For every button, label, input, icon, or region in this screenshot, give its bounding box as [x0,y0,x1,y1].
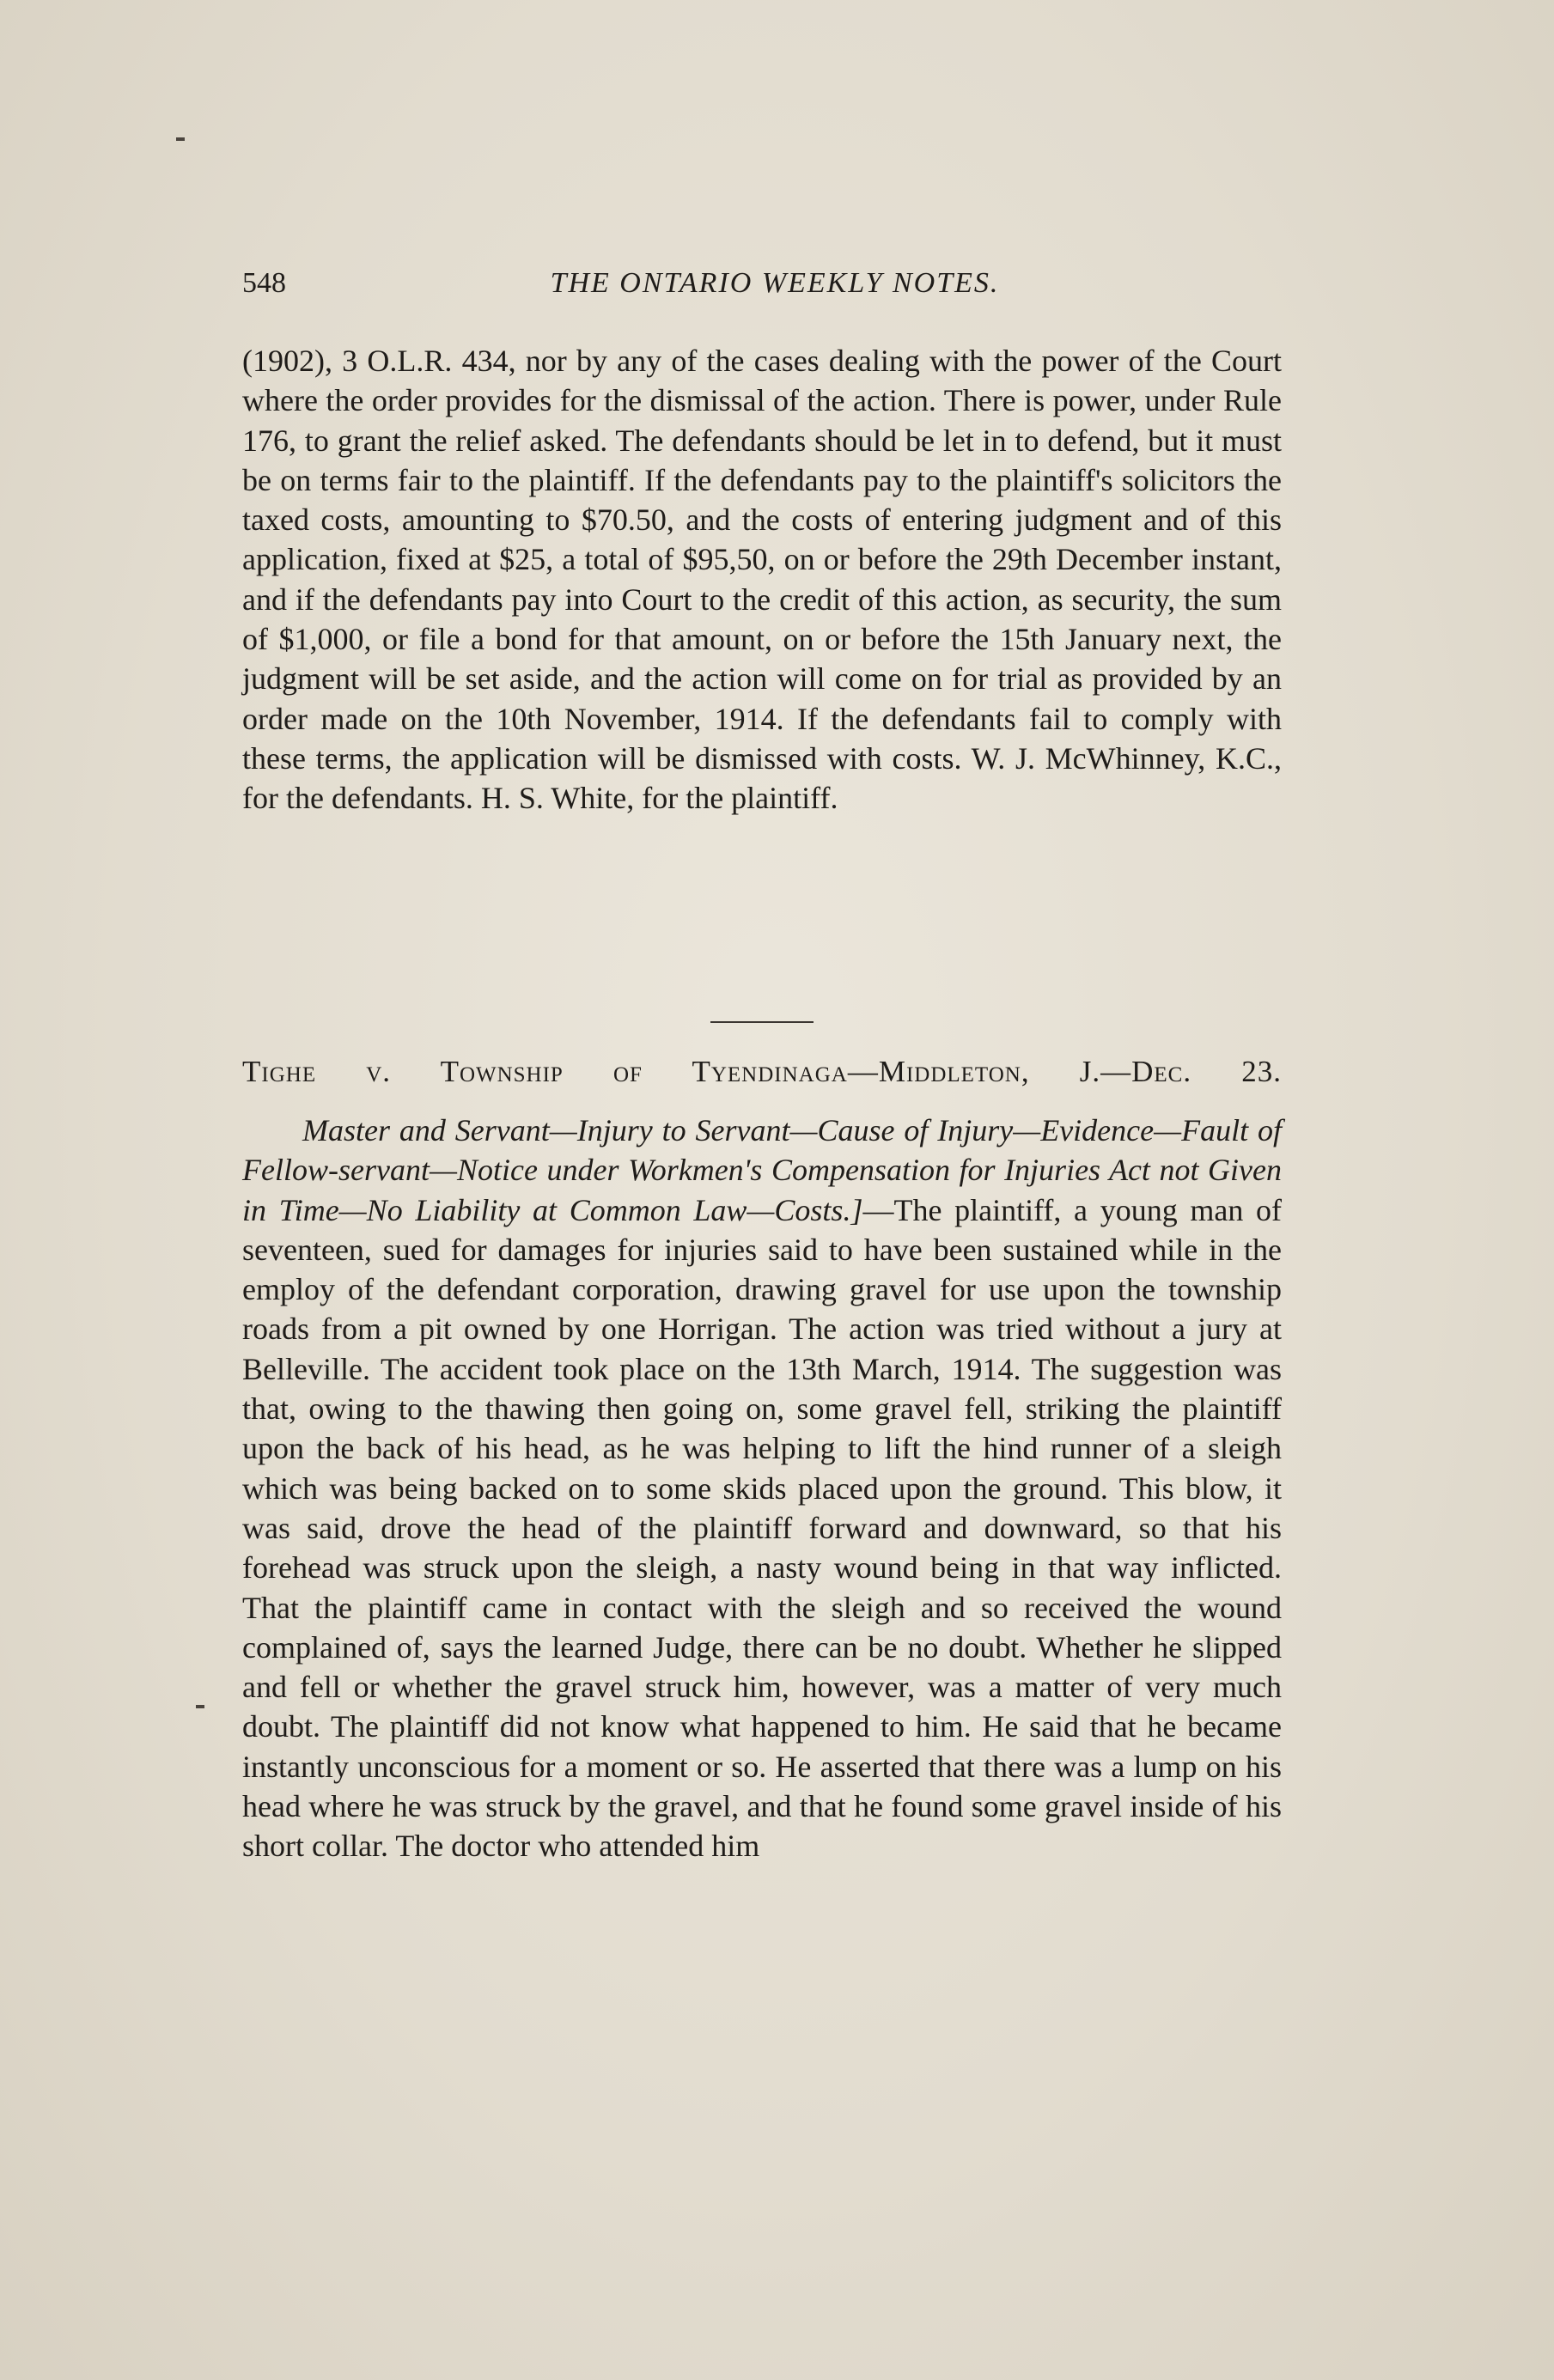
case-title: Tighe v. Township of Tyendinaga—Middleton, J.—Dec. 23. [242,1055,1282,1088]
case-paragraph [242,1111,1282,1866]
page-header [242,258,1307,309]
paragraph-continued [242,341,1282,819]
headnote: Master and Servant—Injury to Servant—Cause of Injury—Evidence—Fault of Fellow-servant—Notice under Workmen's Compensation for Injuries Act not Given in Time—No Liability at Common Law—Costs.] [242,1113,1282,1227]
section-divider [710,1021,814,1023]
page-number: 548 [242,267,286,299]
case-body-text: —The plaintiff, a young man of seventeen, sued for damages for injuries said to have been sustained while in the employ of the defendant corporation, drawing gravel for use upon the township roads from a pit owned by one Horrigan. The action was tried without a jury at Belleville. The accident took place on the 13th March, 1914. The suggestion was that, owing to the thawing then going on, some gravel fell, striking the plaintiff upon the back of his head, as he was helping to lift the hind runner of a sleigh which was being backed on to some skids placed upon the ground. This blow, it was said, drove the head of the plaintiff forward and downward, so that his forehead was struck upon the sleigh, a nasty wound being in that way inflicted. That the plaintiff came in contact with the sleigh and so received the wound complained of, says the learned Judge, there can be no doubt. Whether he slipped and fell or whether the gravel struck him, however, was a matter of very much doubt. The plaintiff did not know what happened to him. He said that he became instantly unconscious for a moment or so. He asserted that there was a lump on his head where he was struck by the gravel, and that he found some gravel inside of his short collar. The doctor who attended him [242,1192,1282,1864]
case-paragraph-text [242,1111,1282,1866]
margin-mark [176,137,185,141]
margin-mark [196,1705,204,1708]
paragraph-text: (1902), 3 O.L.R. 434, nor by any of the cases dealing with the power of the Court where the order provides for the dismissal of the action. There is power, under Rule 176, to grant the relief asked. The defendants should be let in to defend, but it must be on terms fair to the plaintiff. If the defendants pay to the plaintiff's solicitors the taxed costs, amounting to $70.50, and the costs of entering judgment and of this application, fixed at $25, a total of $95,50, on or before the 29th December instant, and if the defendants pay into Court to the credit of this action, as security, the sum of $1,000, or file a bond for that amount, on or before the 15th January next, the judgment will be set aside, and the action will come on for trial as provided by an order made on the 10th November, 1914. If the defendants fail to comply with these terms, the application will be dismissed with costs. W. J. McWhinney, K.C., for the defendants. H. S. White, for the plaintiff. [242,344,1282,816]
running-title: THE ONTARIO WEEKLY NOTES. [550,267,1000,299]
